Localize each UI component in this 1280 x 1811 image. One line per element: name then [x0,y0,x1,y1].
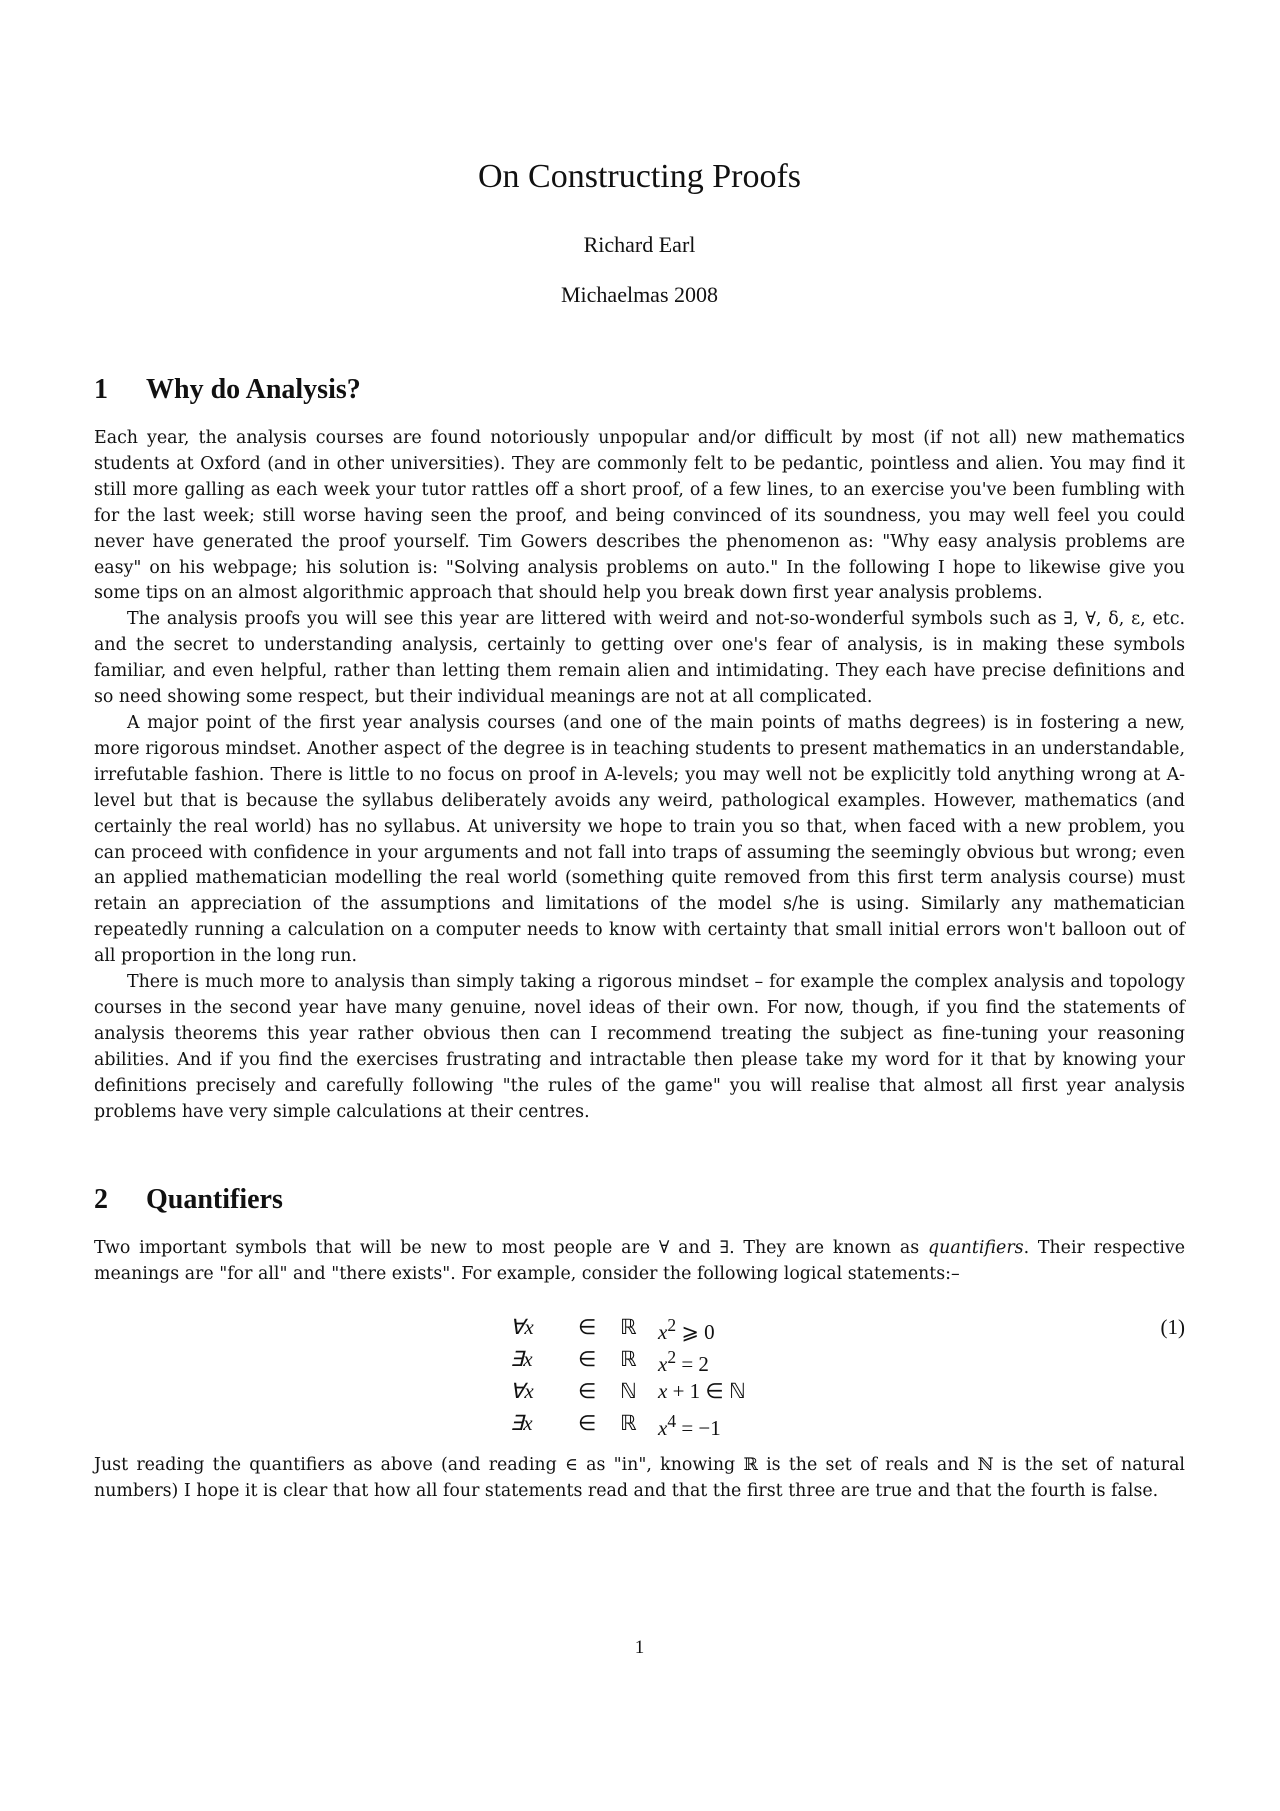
quantifier: ∃x [510,1411,533,1435]
element-of-symbol: ∈ [578,1347,597,1371]
section-2-number: 2 [94,1184,108,1215]
paragraph: There is much more to analysis than simply taking a rigorous mindset – for example the complex analysis and topology courses in the second year have many genuine, novel ideas of their own. For now, though, if you find the statements of analysis theorems this year rather obvious then can I recommend treating the subject as fine-tuning your reasoning abilities. And if you find the exercises frustrating and intractable then please take my word for it that by knowing your definitions precisely and carefully following "the rules of the game" you will realise that almost all first year analysis problems have very simple calculations at their centres. [94,972,1185,1122]
element-of-symbol: ∈ [578,1315,597,1339]
section-2-outro [94,1453,1185,1505]
equation-number: (1) [1160,1315,1185,1339]
section-2-heading [94,1184,283,1216]
equation-row [94,1411,1185,1443]
paragraph: Each year, the analysis courses are found notoriously unpopular and/or difficult by most (if not all) new mathematics students at Oxford (and in other universities). They are commonly felt to be pedantic, pointless and alien. You may find it still more galling as each week your tutor rattles off a short proof, of a few lines, to an exercise you've been fumbling with for the last week; still worse having seen the proof, and being convinced of its soundness, you may well feel you could never have generated the proof yourself. Tim Gowers describes the phenomenon as: "Why easy analysis problems are easy" on his webpage; his solution is: "Solving analysis problems on auto." In the following I hope to likewise give you some tips on an almost algorithmic approach that should help you break down first year analysis problems. [94,428,1185,604]
expression: $x^4 = -1$ [658,1411,721,1440]
set-symbol: ℝ [620,1411,637,1435]
quantifier: ∀x [510,1379,534,1403]
element-of-symbol: ∈ [578,1379,597,1403]
section-1-title: Why do Analysis? [146,374,361,405]
paragraph: A major point of the first year analysis courses (and one of the main points of maths degrees) is in fostering a new, more rigorous mindset. Another aspect of the degree is in teaching students to present mathematics in an understandable, irrefutable fashion. There is little to no focus on proof in A-levels; you may well not be explicitly told anything wrong at A-level but that is because the syllabus deliberately avoids any weird, pathological examples. However, mathematics (and certainly the real world) has no syllabus. At university we hope to train you so that, when faced with a new problem, you can proceed with confidence in your arguments and not fall into traps of assuming the seemingly obvious but wrong; even an applied mathematician modelling the real world (something quite removed from this first term analysis course) must retain an appreciation of the assumptions and limitations of the model s/he is using. Similarly any mathematician repeatedly running a calculation on a computer needs to know with certainty that small initial errors won't balloon out of all proportion in the long run. [94,712,1185,967]
document-author: Richard Earl [583,232,696,257]
paragraph: Just reading the quantifiers as above (and reading ∈ as "in", knowing ℝ is the set of reals and ℕ is the set of natural numbers) I hope it is clear that how all four statements read and that the first three are true and that the fourth is false. [94,1455,1185,1501]
paragraph [94,1236,1185,1288]
section-1-heading [94,374,361,406]
equation-block [94,1315,1185,1443]
intro-text: Two important symbols that will be new to most people are ∀ and ∃. They are known as [94,1238,928,1258]
expression: $x^2 = 2$ [658,1347,709,1376]
quantifier: ∃x [510,1347,533,1371]
section-1-number: 1 [94,374,108,405]
intro-emphasis: quantifiers [927,1238,1024,1258]
set-symbol: ℕ [620,1379,637,1403]
quantifier: ∀x [510,1315,534,1339]
section-1-body [94,426,1185,1125]
expression: x + 1 ∈ ℕ [658,1379,746,1403]
page-number: 1 [634,1637,645,1658]
section-2-intro [94,1236,1185,1288]
equation-row [94,1379,1185,1411]
element-of-symbol: ∈ [578,1411,597,1435]
equation-row [94,1347,1185,1379]
document-title: On Constructing Proofs [478,158,801,195]
set-symbol: ℝ [620,1347,637,1371]
expression: $x^2$ ⩾ 0 [658,1315,715,1344]
intro-text-continued: . Their respective meanings are "for all" and "there exists". For example, consider the following logical statements:– [94,1238,1185,1284]
set-symbol: ℝ [620,1315,637,1339]
paragraph: The analysis proofs you will see this year are littered with weird and not-so-wonderful symbols such as ∃, ∀, δ, ε, etc. and the secret to understanding analysis, certainly to getting over one's fear of analysis, is in making these symbols familiar, and even helpful, rather than letting them remain alien and intimidating. They each have precise definitions and so need showing some respect, but their individual meanings are not at all complicated. [94,609,1185,708]
equation-row [94,1315,1185,1347]
section-2-title: Quantifiers [146,1184,283,1215]
document-date: Michaelmas 2008 [560,282,719,307]
